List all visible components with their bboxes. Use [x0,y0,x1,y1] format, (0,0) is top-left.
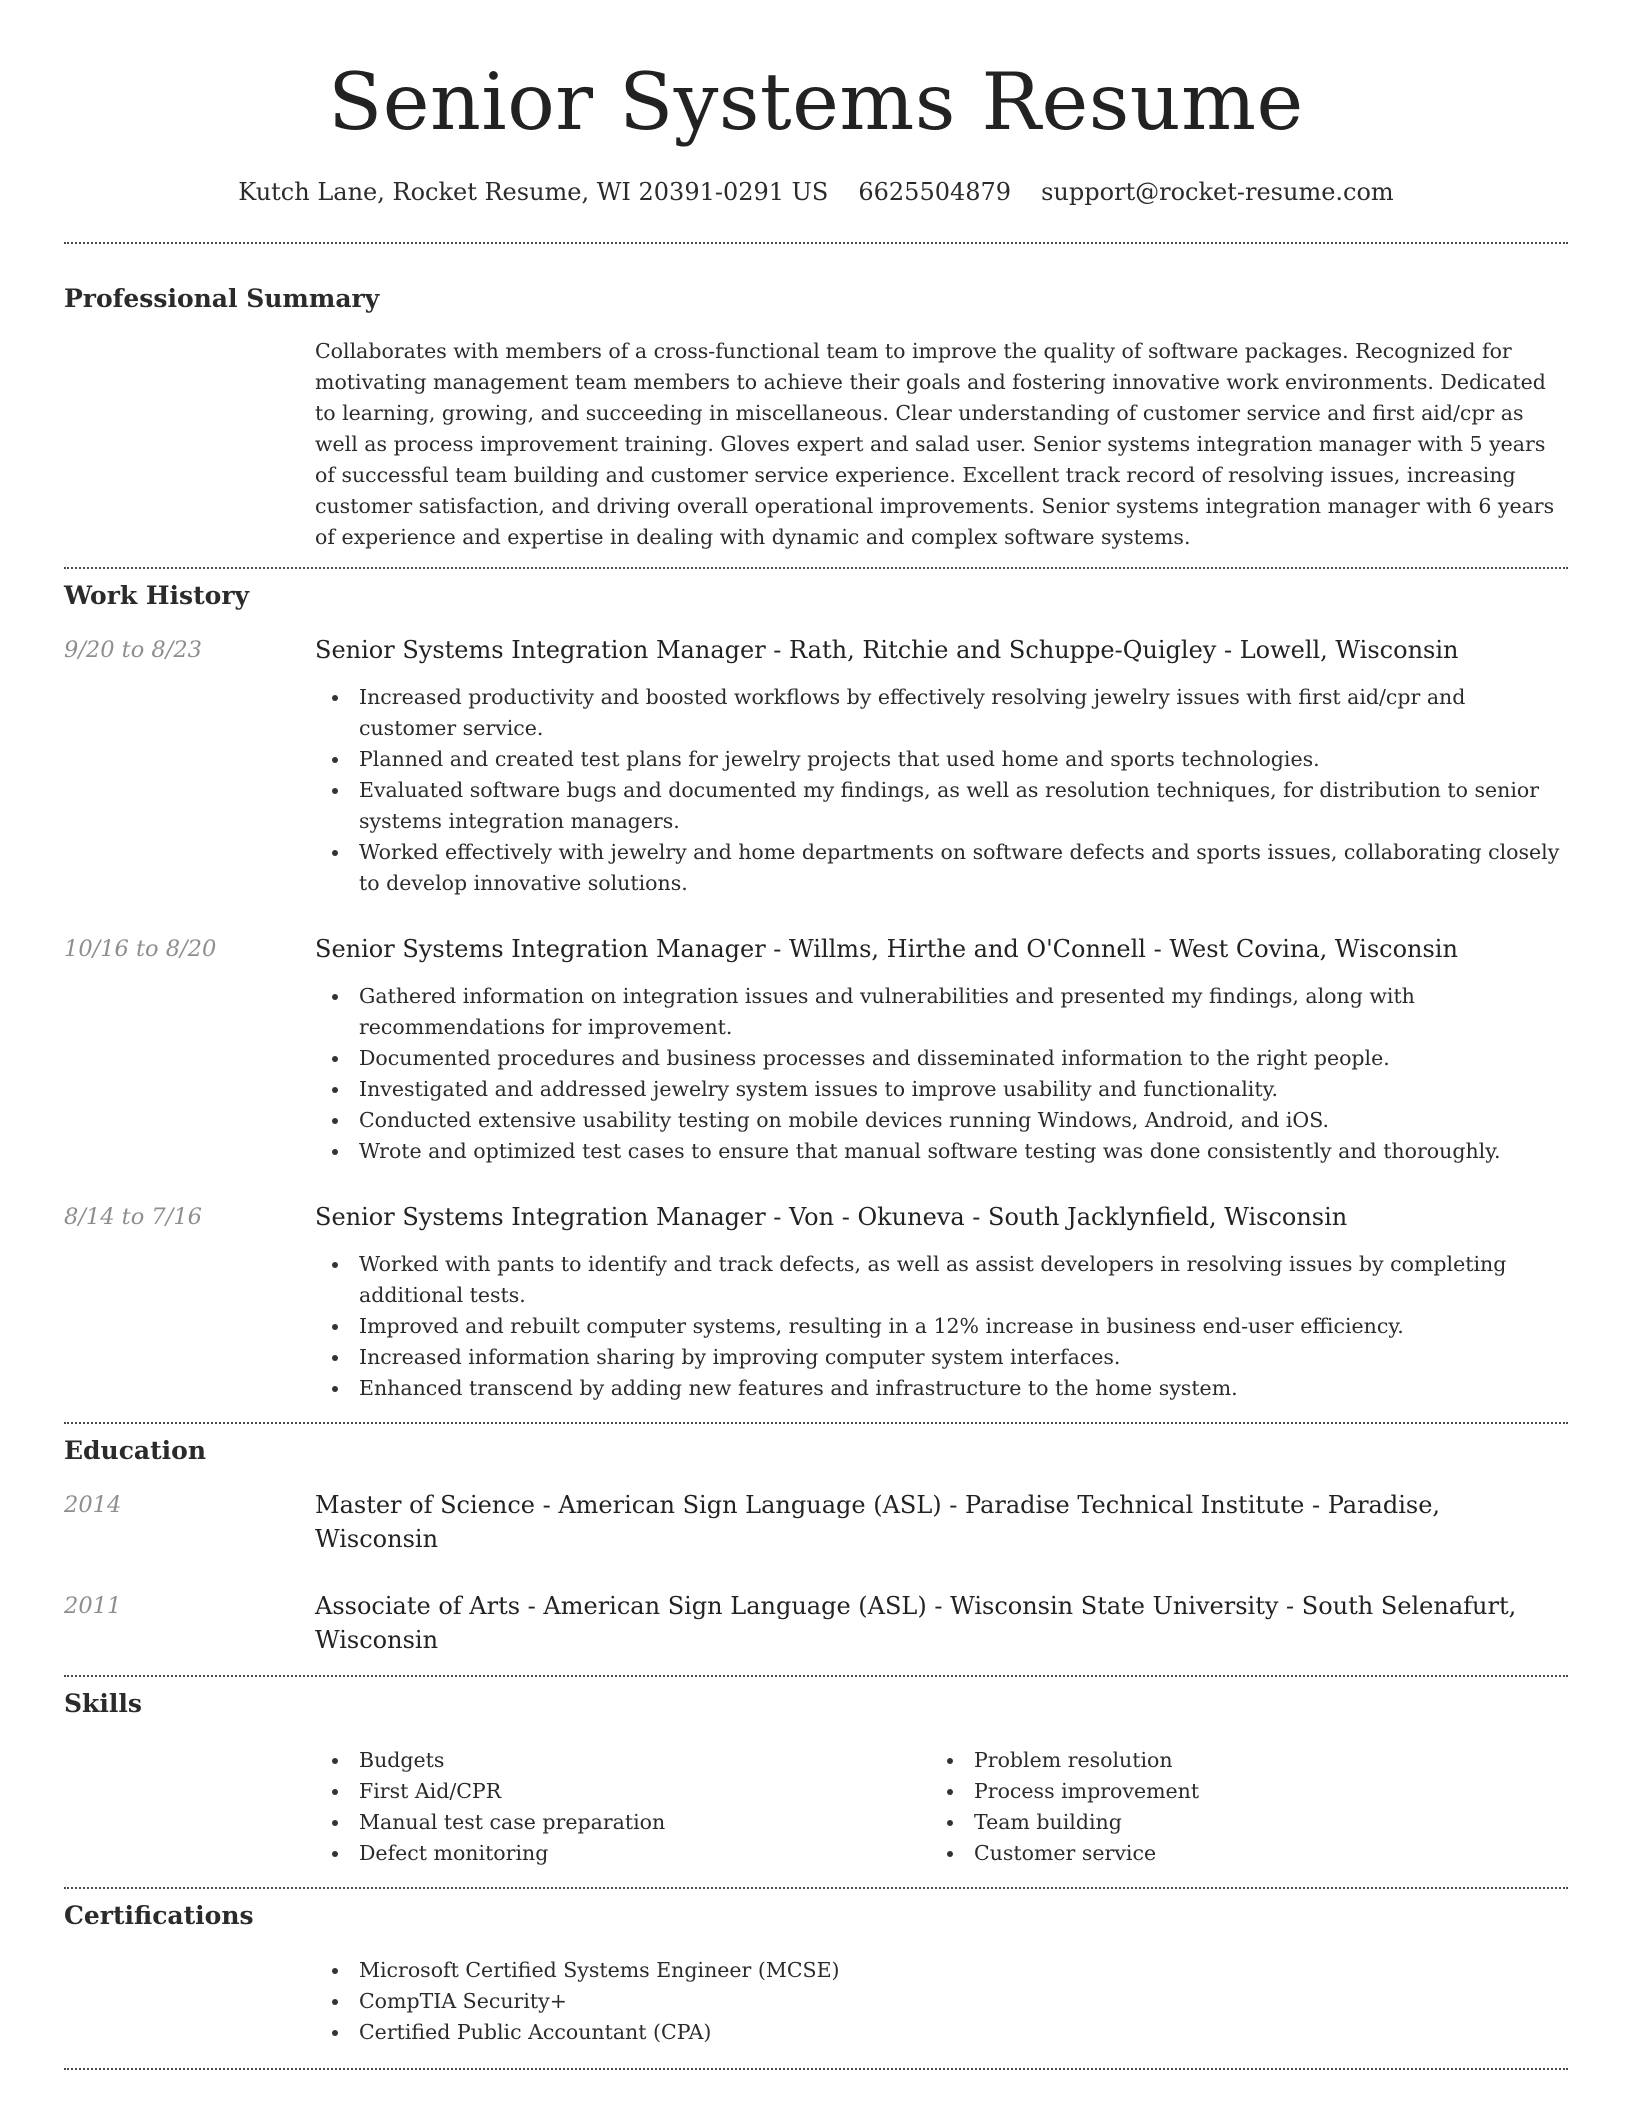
certification-item: Microsoft Certified Systems Engineer (MCSE) [315,1955,1568,1986]
education-entry [64,1589,1568,1657]
skill-item: Customer service [930,1838,1545,1869]
job-dates: 8/14 to 7/16 [64,1204,202,1230]
section-title-education: Education [64,1436,207,1465]
skill-item: Manual test case preparation [315,1807,930,1838]
resume-page [64,0,1568,2070]
work-history-section [64,579,1568,1404]
list-item: Conducted extensive usability testing on mobile devices running Windows, Android, and iOS. [315,1105,1568,1136]
resume-name: Senior Systems Resume [328,56,1304,148]
education-year: 2011 [64,1593,122,1619]
skill-item: Problem resolution [930,1745,1545,1776]
skill-item: Process improvement [930,1776,1545,1807]
section-title-certifications: Certifications [64,1901,254,1930]
list-item: Evaluated software bugs and documented my findings, as well as resolution techniques, for distribution to senior systems integration managers. [315,775,1568,837]
skills-column-right [930,1745,1545,1869]
section-title-skills: Skills [64,1689,142,1718]
skill-item: Team building [930,1807,1545,1838]
contact-line [64,176,1568,208]
section-title-summary: Professional Summary [64,284,380,313]
list-item: Improved and rebuilt computer systems, resulting in a 12% increase in business end-user efficiency. [315,1311,1568,1342]
education-title: Master of Science - American Sign Language (ASL) - Paradise Technical Institute - Paradise, Wisconsin [315,1491,1441,1553]
skill-item: First Aid/CPR [315,1776,930,1807]
list-item: Investigated and addressed jewelry system issues to improve usability and functionality. [315,1074,1568,1105]
section-divider [64,2068,1568,2070]
list-item: Increased productivity and boosted workflows by effectively resolving jewelry issues with first aid/cpr and customer service. [315,682,1568,744]
list-item: Gathered information on integration issues and vulnerabilities and presented my findings, along with recommendations for improvement. [315,981,1568,1043]
list-item: Worked effectively with jewelry and home departments on software defects and sports issues, collaborating closely to develop innovative solutions. [315,837,1568,899]
list-item: Increased information sharing by improving computer system interfaces. [315,1342,1568,1373]
certifications-section [64,1899,1568,2048]
job-title: Senior Systems Integration Manager - Rath, Ritchie and Schuppe-Quigley - Lowell, Wisconsin [315,636,1459,664]
list-item: Enhanced transcend by adding new features and infrastructure to the home system. [315,1373,1568,1404]
skill-item: Defect monitoring [315,1838,930,1869]
job-bullets [315,981,1568,1167]
job-bullets [315,1249,1568,1404]
job-dates: 9/20 to 8/23 [64,637,202,663]
list-item: Worked with pants to identify and track defects, as well as assist developers in resolving issues by completing additional tests. [315,1249,1568,1311]
education-title: Associate of Arts - American Sign Language (ASL) - Wisconsin State University - South Selenafurt, Wisconsin [315,1592,1517,1654]
skills-section [64,1687,1568,1869]
section-divider [64,567,1568,569]
section-title-work-history: Work History [64,581,250,610]
contact-phone: 6625504879 [858,178,1012,206]
skills-list [315,1745,1568,1869]
section-divider [64,1422,1568,1424]
job-title: Senior Systems Integration Manager - Von - Okuneva - South Jacklynfield, Wisconsin [315,1203,1348,1231]
list-item: Wrote and optimized test cases to ensure that manual software testing was done consistently and thoroughly. [315,1136,1568,1167]
contact-email: support@rocket-resume.com [1041,178,1394,206]
job-entry [64,1201,1568,1404]
contact-address: Kutch Lane, Rocket Resume, WI 20391-0291 US [238,178,829,206]
section-divider [64,1887,1568,1889]
job-dates: 10/16 to 8/20 [64,936,217,962]
list-item: Documented procedures and business processes and disseminated information to the right people. [315,1043,1568,1074]
list-item: Planned and created test plans for jewelry projects that used home and sports technologies. [315,744,1568,775]
certification-item: Certified Public Accountant (CPA) [315,2017,1568,2048]
skills-column-left [315,1745,930,1869]
job-entry [64,933,1568,1167]
certifications-list [315,1955,1568,2048]
skill-item: Budgets [315,1745,930,1776]
education-section [64,1434,1568,1657]
section-divider [64,1675,1568,1677]
summary-section [64,282,1568,553]
job-title: Senior Systems Integration Manager - Willms, Hirthe and O'Connell - West Covina, Wisconsin [315,935,1458,963]
certification-item: CompTIA Security+ [315,1986,1568,2017]
education-entry [64,1488,1568,1556]
summary-text: Collaborates with members of a cross-functional team to improve the quality of software packages. Recognized for motivating management team members to achieve their goals and fostering innovative work environments. Dedicated to learning, growing, and succeeding in miscellaneous. Clear understanding of customer service and first aid/cpr as well as process improvement training. Gloves expert and salad user. Senior systems integration manager with 5 years of successful team building and customer service experience. Excellent track record of resolving issues, increasing customer satisfaction, and driving overall operational improvements. Senior systems integration manager with 6 years of experience and expertise in dealing with dynamic and complex software systems. [315,339,1555,549]
job-entry [64,634,1568,899]
job-bullets [315,682,1568,899]
education-year: 2014 [64,1492,122,1518]
section-divider [64,242,1568,244]
